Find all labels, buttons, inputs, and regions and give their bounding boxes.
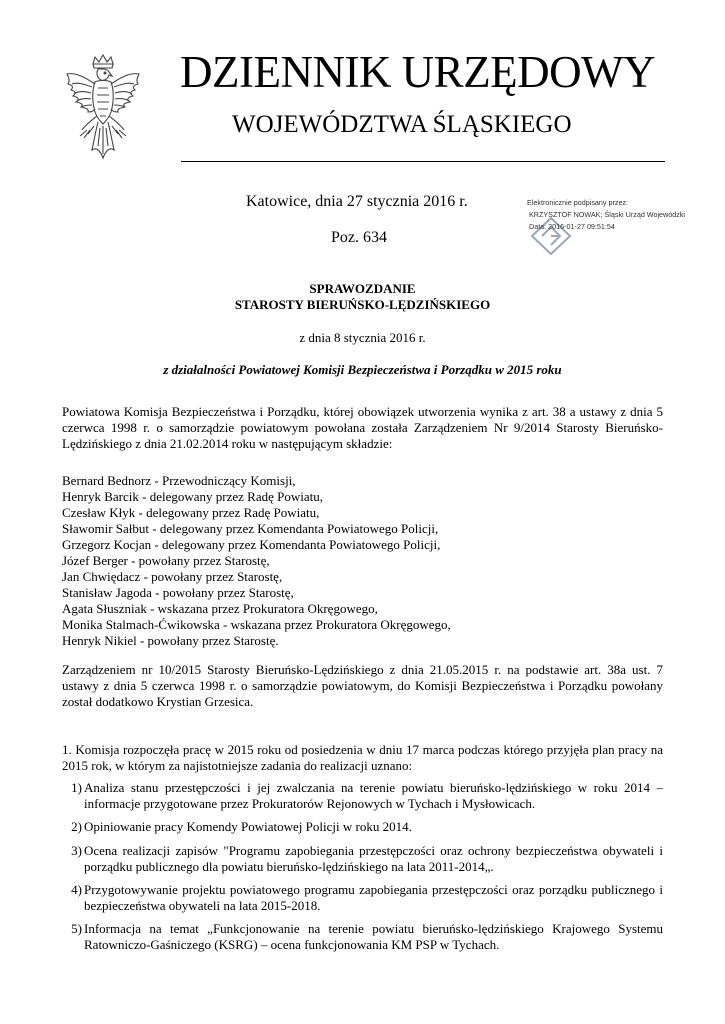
document-author: STAROSTY BIERUŃSKO-LĘDZIŃSKIEGO bbox=[234, 297, 491, 312]
member-item: Jan Chwiędacz - powołany przez Starostę, bbox=[62, 569, 283, 584]
member-item: Sławomir Sałbut - delegowany przez Komendanta Powiatowego Policji, bbox=[62, 521, 439, 536]
member-item: Henryk Nikiel - powołany przez Starostę. bbox=[62, 633, 279, 648]
publication-date: Katowice, dnia 27 stycznia 2016 r. bbox=[246, 193, 468, 210]
member-item: Monika Stalmach-Ćwikowska - wskazana przez Prokuratora Okręgowego, bbox=[62, 617, 451, 632]
electronic-signature bbox=[518, 197, 693, 267]
tasks-list bbox=[62, 780, 663, 953]
gazette-title: DZIENNIK URZĘDOWY bbox=[180, 47, 656, 97]
task-text: Ocena realizacji zapisów "Programu zapobiegania przestępczości oraz ochrony bezpieczeństwa obywateli i porządku publicznego dla powiatu bieruńsko-lędzińskiego na lata 2011-2014„. bbox=[84, 843, 663, 874]
intro-paragraph: Powiatowa Komisja Bezpieczeństwa i Porządku, której obowiązek utworzenia wynika z art. 38 a ustawy z dnia 5 czerwca 1998 r. o samorządzie powiatowym powołana została Zarządzeniem Nr 9/2014 Starosty Bieruńsko-Lędzińskiego z dnia 21.02.2014 roku w następującym składzie: bbox=[62, 404, 663, 451]
member-item: Grzegorz Kocjan - delegowany przez Komendanta Powiatowego Policji, bbox=[62, 537, 441, 552]
gazette-subtitle: WOJEWÓDZTWA ŚLĄSKIEGO bbox=[232, 111, 572, 138]
task-number: 1) bbox=[71, 780, 82, 795]
member-item: Stanisław Jagoda - powołany przez Starostę, bbox=[62, 585, 294, 600]
document-type: SPRAWOZDANIE bbox=[309, 281, 416, 296]
position-number: Poz. 634 bbox=[331, 229, 387, 246]
signature-label: Elektronicznie podpisany przez: bbox=[527, 198, 629, 207]
task-text: Przygotowywanie projektu powiatowego programu zapobiegania przestępczości oraz porządku publicznego i bezpieczeństwa obywateli na lata 2015-2018. bbox=[84, 882, 663, 913]
section-1-paragraph: 1. Komisja rozpoczęła pracę w 2015 roku od posiedzenia w dniu 17 marca podczas którego przyjęła plan pracy na 2015 rok, w którym za najistotniejsze zadania do realizacji uznano: bbox=[62, 742, 663, 773]
member-item: Henryk Barcik - delegowany przez Radę Powiatu, bbox=[62, 489, 323, 504]
task-item bbox=[62, 819, 663, 835]
signature-signer: KRZYSZTOF NOWAK; Śląski Urząd Wojewódzki bbox=[529, 210, 686, 219]
header-divider bbox=[181, 161, 665, 162]
task-number: 5) bbox=[71, 921, 82, 936]
members-list bbox=[62, 473, 451, 649]
task-number: 2) bbox=[71, 819, 82, 834]
member-item: Józef Berger - powołany przez Starostę, bbox=[62, 553, 270, 568]
member-item: Bernard Bednorz - Przewodniczący Komisji, bbox=[62, 473, 296, 488]
task-item bbox=[62, 882, 663, 914]
member-item: Czesław Kłyk - delegowany przez Radę Powiatu, bbox=[62, 505, 320, 520]
task-text: Analiza stanu przestępczości i jej zwalczania na terenie powiatu bieruńsko-lędzińskiego w roku 2014 – informacje przygotowane przez Prokuratorów Rejonowych w Tychach i Mysłowicach. bbox=[84, 780, 663, 811]
document-date: z dnia 8 stycznia 2016 r. bbox=[299, 330, 426, 345]
member-item: Agata Słuszniak - wskazana przez Prokuratora Okręgowego, bbox=[62, 601, 378, 616]
task-text: Informacja na temat „Funkcjonowanie na terenie powiatu bieruńsko-lędzińskiego Krajowego Systemu Ratowniczo-Gaśniczego (KSRG) – ocena funkcjonowania KM PSP w Tychach. bbox=[84, 921, 663, 952]
task-number: 4) bbox=[71, 882, 82, 897]
signature-date: Data: 2016-01-27 09:51:54 bbox=[529, 222, 615, 231]
task-item bbox=[62, 843, 663, 875]
document-subject: z działalności Powiatowej Komisji Bezpieczeństwa i Porządku w 2015 roku bbox=[163, 362, 562, 377]
task-number: 3) bbox=[71, 843, 82, 858]
decree-paragraph: Zarządzeniem nr 10/2015 Starosty Bieruńsko-Lędzińskiego z dnia 21.05.2015 r. na podstawie art. 38a ust. 7 ustawy z dnia 5 czerwca 1998 r. o samorządzie powiatowym, do Komisji Bezpieczeństwa i Porządku powołany został dodatkowo Krystian Grzesica. bbox=[62, 662, 663, 709]
polish-eagle-emblem bbox=[62, 54, 144, 166]
task-text: Opiniowanie pracy Komendy Powiatowej Policji w roku 2014. bbox=[84, 819, 412, 834]
task-item bbox=[62, 780, 663, 812]
task-item bbox=[62, 921, 663, 953]
